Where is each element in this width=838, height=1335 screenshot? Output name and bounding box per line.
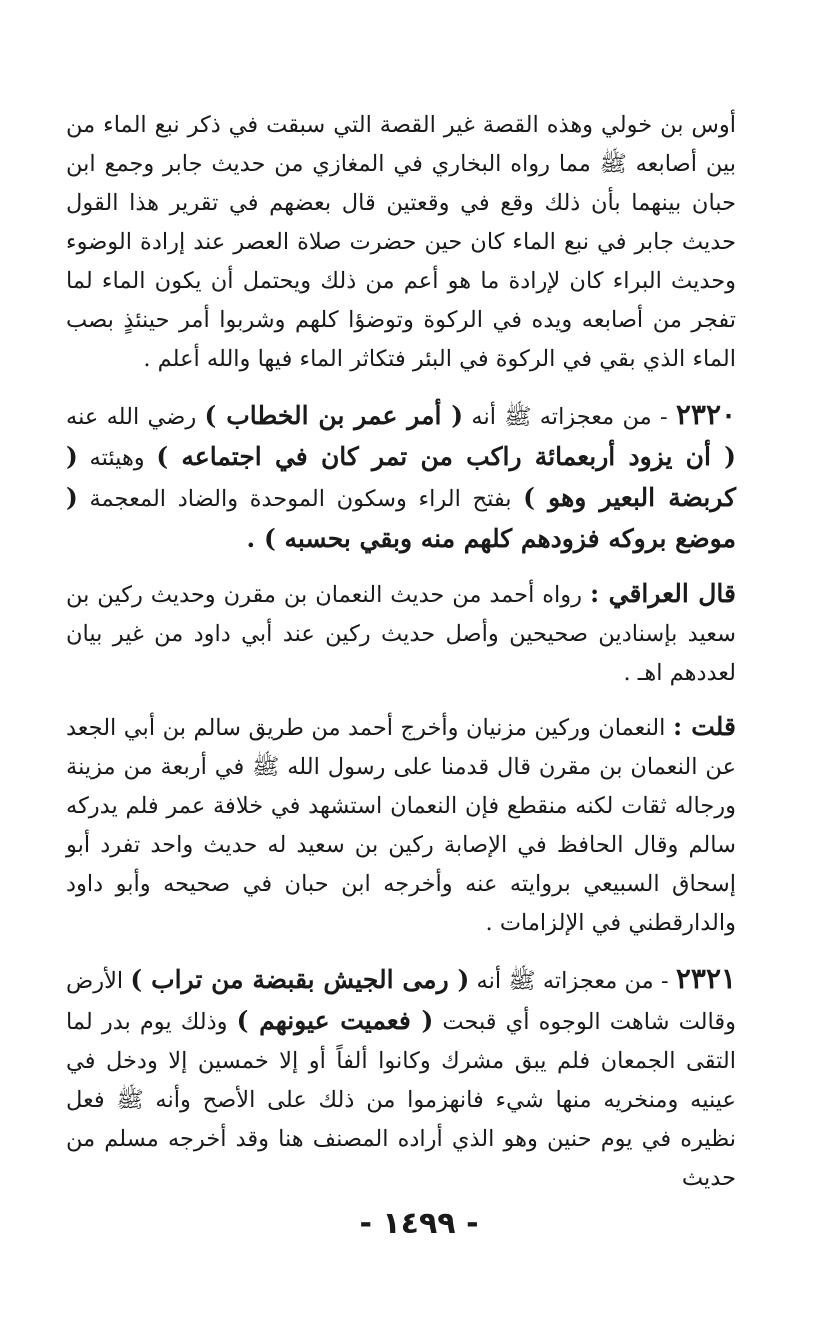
paragraph-text: النعمان وركين مزنيان وأخرج أحمد من طريق سالم بن أبي الجعد عن النعمان بن مقرن قال قدمنا على رسول الله ﷺ في أربعة من مزينة ورجاله ثقات لكنه منقطع فإن النعمان استشهد في خلافة عمر فلم يدركه سالم وقال الحافظ في الإصابة ركين بن سعيد له حديث واحد تفرد أبو إسحاق السبيعي بروايته عنه وأخرجه ابن حبان في صحيحه وأبو داود والدارقطني في الإلزامات . (66, 715, 736, 936)
entry-text: وهيئته (77, 445, 157, 471)
matn-text: ( أمر عمر بن الخطاب ) (204, 401, 464, 430)
entry-text: - من معجزاته ﷺ أنه (469, 968, 676, 994)
entry-number: ٢٣٢٠ (675, 398, 737, 431)
entry-text: الأرض وقالت شاهت الوجوه أي قبحت (66, 968, 736, 1035)
entry-number: ٢٣٢١ (675, 962, 737, 995)
paragraph-iraqi (66, 574, 736, 693)
paragraph-text: أوس بن خولي وهذه القصة غير القصة التي سبقت في ذكر نبع الماء من بين أصابعه ﷺ مما رواه البخاري في المغازي من حديث جابر وجمع ابن حبان بينهما بأن ذلك وقع في وقعتين قال بعضهم في تقرير هذا القول حديث جابر في نبع الماء كان حين حضرت صلاة العصر عند إرادة الوضوء وحديث البراء كان لإرادة ما هو أعم من ذلك ويحتمل أن يكون الماء لما تفجر من أصابعه ويده في الركوة وتوضؤا كلهم وشربوا أمر حينئذٍ بصب الماء الذي بقي في الركوة في البئر فتكاثر الماء فيها والله أعلم . (66, 112, 736, 372)
entry-text: بفتح الراء وسكون الموحدة والضاد المعجمة (77, 486, 524, 512)
entry-2320 (66, 395, 736, 560)
entry-text: وذلك يوم بدر لما التقى الجمعان فلم يبق مشرك وكانوا ألفاً أو إلا خمسين إلا ودخل في عينيه ومنخريه منها شيء فانهزموا من ذلك على الأصح وأنه ﷺ فعل نظيره في يوم حنين وهو الذي أراده المصنف هنا وقد أخرجه مسلم من حديث (66, 1009, 736, 1191)
matn-text: ( فعميت عيونهم ) (236, 1006, 434, 1035)
entry-text: رضي الله عنه (66, 404, 205, 430)
matn-text: ( رمى الجيش بقبضة من تراب ) (130, 965, 470, 994)
paragraph-qultu (66, 707, 736, 943)
matn-text: ( أن يزود أربعمائة راكب من تمر كان في اجتماعه ) (156, 442, 736, 471)
matn-text: ( موضع بروكه فزودهم كلهم منه وبقي بحسبه ) . (66, 483, 736, 553)
paragraph-lead: قلت : (672, 712, 736, 741)
paragraph-text: رواه أحمد من حديث النعمان بن مقرن وحديث ركين بن سعيد بإسنادين صحيحين وأصل حديث ركين عند أبي داود من غير بيان لعددهم اهـ . (66, 582, 736, 686)
page-number: - ١٤٩٩ - (359, 1206, 479, 1241)
paragraph-lead: قال العراقي : (589, 579, 736, 608)
paragraph-intro (66, 106, 736, 379)
entry-2321 (66, 959, 736, 1198)
entry-text: - من معجزاته ﷺ أنه (463, 404, 676, 430)
matn-text: ( كربضة البعير وهو ) (66, 442, 736, 512)
